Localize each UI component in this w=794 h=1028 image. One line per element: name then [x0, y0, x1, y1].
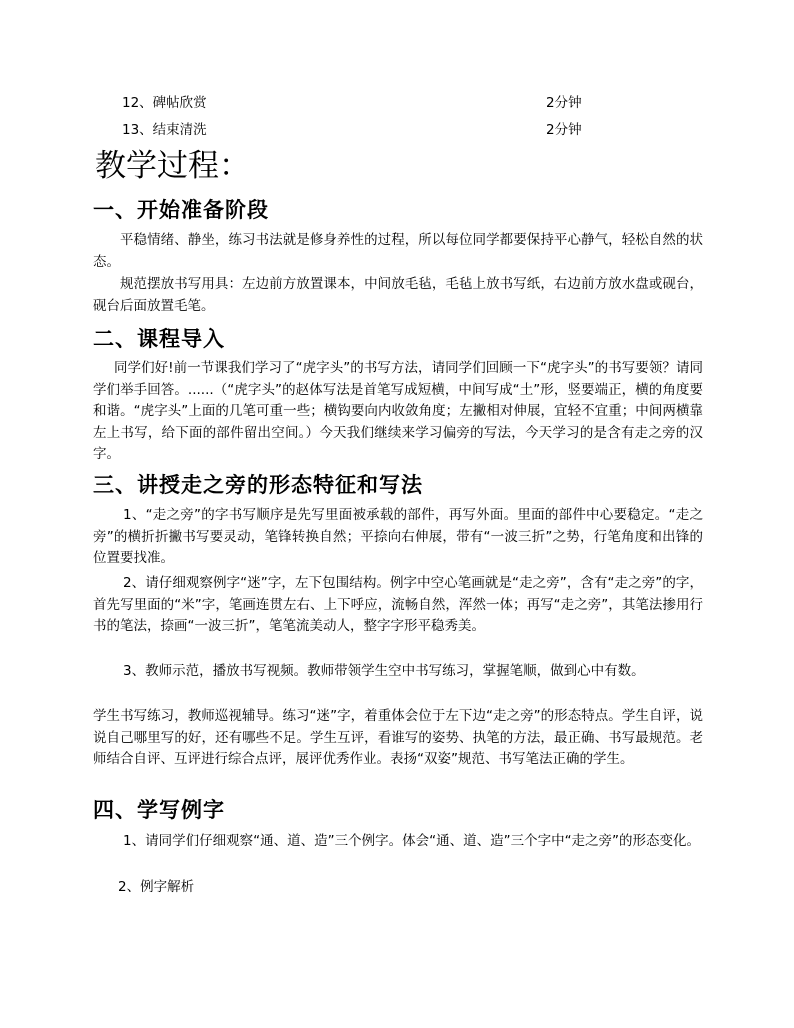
paragraph: 规范摆放书写用具：左边前方放置课本，中间放毛毡，毛毡上放书写纸，右边前方放水盘或砚台，砚台后面放置毛笔。 — [93, 276, 703, 314]
paragraph: 1、“走之旁”的字书写顺序是先写里面被承载的部件，再写外面。里面的部件中心要稳定。“走之旁”的横折折撇书写要灵动，笔锋转换自然；平捺向右伸展，带有“一波三折”之势，行笔角度和出锋的位置要找准。 — [93, 507, 703, 566]
schedule-item: 13、结束清洗 — [122, 122, 207, 138]
section-heading: 三、讲授走之旁的形态特征和写法 — [93, 472, 423, 497]
section-heading: 四、学写例字 — [93, 797, 225, 822]
paragraph: 1、请同学们仔细观察“通、道、造”三个例字。体会“通、道、造”三个字中“走之旁”的形态变化。 — [123, 833, 701, 849]
schedule-row — [122, 94, 582, 112]
section-heading: 一、开始准备阶段 — [93, 197, 269, 222]
paragraph: 2、例字解析 — [118, 879, 195, 895]
schedule-item: 12、碑帖欣赏 — [122, 95, 207, 111]
section-heading: 二、课程导入 — [93, 326, 225, 351]
schedule-time: 2分钟 — [546, 122, 582, 138]
paragraph: 3、教师示范，播放书写视频。教师带领学生空中书写练习，掌握笔顺，做到心中有数。 — [123, 663, 645, 679]
paragraph: 2、请仔细观察例字“迷”字，左下包围结构。例字中空心笔画就是“走之旁”，含有“走之旁”的字，首先写里面的“米”字，笔画连贯左右、上下呼应，流畅自然，浑然一体；再写“走之旁”，其笔法掺用行书的笔法，捺画“一波三折”，笔笔流美动人，整字字形平稳秀美。 — [93, 575, 703, 634]
schedule-row — [122, 121, 582, 139]
page-title: 教学过程： — [95, 148, 250, 184]
paragraph: 平稳情绪、静坐，练习书法就是修身养性的过程，所以每位同学都要保持平心静气，轻松自然的状态。 — [93, 232, 703, 270]
paragraph: 同学们好!前一节课我们学习了“虎字头”的书写方法，请同学们回顾一下“虎字头”的书写要领？请同学们举手回答。......（“虎字头”的赵体写法是首笔写成短横，中间写成“土”形，竖要端正，横的角度要和谐。“虎字头”上面的几笔可重一些；横钩要向内收敛角度；左撇相对伸展，宜轻不宜重；中间两横靠左上书写，给下面的部件留出空间。）今天我们继续来学习偏旁的写法，今天学习的是含有走之旁的汉字。 — [93, 360, 703, 462]
schedule-time: 2分钟 — [546, 95, 582, 111]
paragraph: 学生书写练习，教师巡视辅导。练习“迷”字，着重体会位于左下边“走之旁”的形态特点。学生自评，说说自己哪里写的好，还有哪些不足。学生互评，看谁写的姿势、执笔的方法，最正确、书写最规范。老师结合自评、互评进行综合点评，展评优秀作业。表扬“双姿”规范、书写笔法正确的学生。 — [93, 708, 703, 767]
